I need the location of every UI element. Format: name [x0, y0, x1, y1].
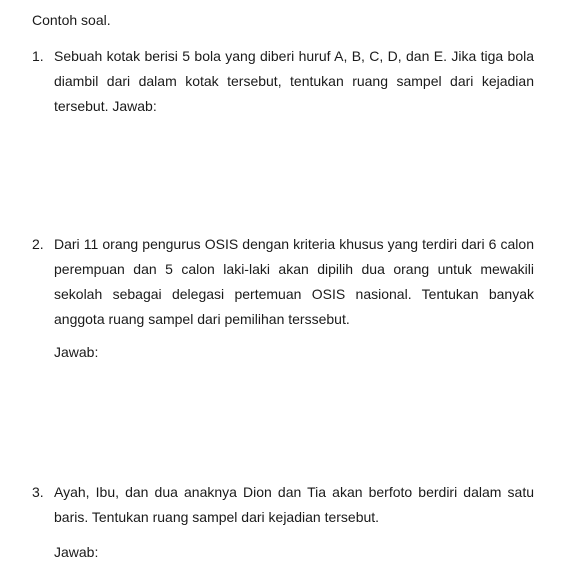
question-text: Dari 11 orang pengurus OSIS dengan kriteria khusus yang terdiri dari 6 calon perempuan dan 5 calon laki-laki akan dipilih dua orang untuk mewakili sekolah sebagai delegasi pertemuan OSIS nasional. Tentukan banyak anggota ruang sampel dari pemilihan terssebut.	[54, 236, 534, 327]
question-text: Ayah, Ibu, dan dua anaknya Dion dan Tia akan berfoto berdiri dalam satu baris. Tentukan ruang sampel dari kejadian tersebut.	[54, 484, 534, 525]
answer-label: Jawab:	[54, 544, 99, 560]
question-text: Sebuah kotak berisi 5 bola yang diberi huruf A, B, C, D, dan E. Jika tiga bola diambil dari dalam kotak tersebut, tentukan ruang sampel dari kejadian tersebut. Jawab:	[54, 48, 534, 114]
question-number: 2.	[32, 236, 44, 252]
question-number: 1.	[32, 48, 44, 64]
answer-label: Jawab:	[54, 344, 99, 360]
question-number: 3.	[32, 484, 44, 500]
page-heading: Contoh soal.	[32, 12, 111, 28]
